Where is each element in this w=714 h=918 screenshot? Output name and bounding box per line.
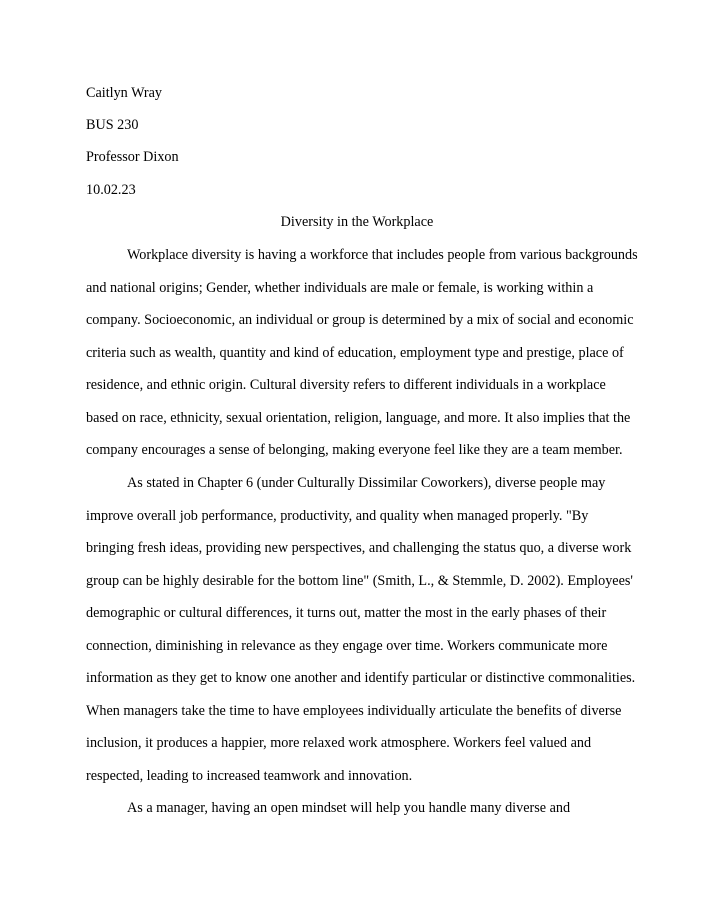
- paragraph-2-line-4: group can be highly desirable for the bottom line" (Smith, L., & Stemmle, D. 2002). Employees': [86, 573, 633, 589]
- paragraph-2-line-2: improve overall job performance, productivity, and quality when managed properly. "By: [86, 508, 589, 524]
- paragraph-2-line-1: As stated in Chapter 6 (under Culturally Dissimilar Coworkers), diverse people may: [127, 475, 606, 491]
- course-code: BUS 230: [86, 117, 139, 133]
- professor-name: Professor Dixon: [86, 149, 179, 165]
- paragraph-2-line-9: inclusion, it produces a happier, more relaxed work atmosphere. Workers feel valued and: [86, 735, 592, 751]
- document-title: Diversity in the Workplace: [280, 214, 434, 230]
- paragraph-2-line-5: demographic or cultural differences, it turns out, matter the most in the early phases of their: [86, 605, 607, 621]
- paragraph-1-line-5: residence, and ethnic origin. Cultural diversity refers to different individuals in a workplace: [86, 377, 606, 393]
- paragraph-1-line-4: criteria such as wealth, quantity and kind of education, employment type and prestige, place of: [86, 345, 624, 361]
- document-date: 10.02.23: [86, 182, 136, 198]
- author-name: Caitlyn Wray: [86, 85, 163, 101]
- paragraph-1-line-7: company encourages a sense of belonging, making everyone feel like they are a team member.: [86, 442, 623, 458]
- paragraph-2-line-10: respected, leading to increased teamwork and innovation.: [86, 768, 413, 784]
- paragraph-2-line-6: connection, diminishing in relevance as they engage over time. Workers communicate more: [86, 638, 608, 654]
- paragraph-2-line-8: When managers take the time to have employees individually articulate the benefits of diverse: [86, 703, 622, 719]
- paragraph-2-line-3: bringing fresh ideas, providing new perspectives, and challenging the status quo, a diverse work: [86, 540, 632, 556]
- paragraph-1-line-6: based on race, ethnicity, sexual orientation, religion, language, and more. It also implies that the: [86, 410, 631, 426]
- paragraph-2-line-7: information as they get to know one another and identify particular or distinctive commonalities.: [86, 670, 636, 686]
- paragraph-3-line-1: As a manager, having an open mindset will help you handle many diverse and: [127, 800, 571, 816]
- paragraph-1-line-3: company. Socioeconomic, an individual or group is determined by a mix of social and economic: [86, 312, 634, 328]
- paragraph-1-line-1: Workplace diversity is having a workforce that includes people from various backgrounds: [127, 247, 638, 263]
- paragraph-1-line-2: and national origins; Gender, whether individuals are male or female, is working within a: [86, 280, 594, 296]
